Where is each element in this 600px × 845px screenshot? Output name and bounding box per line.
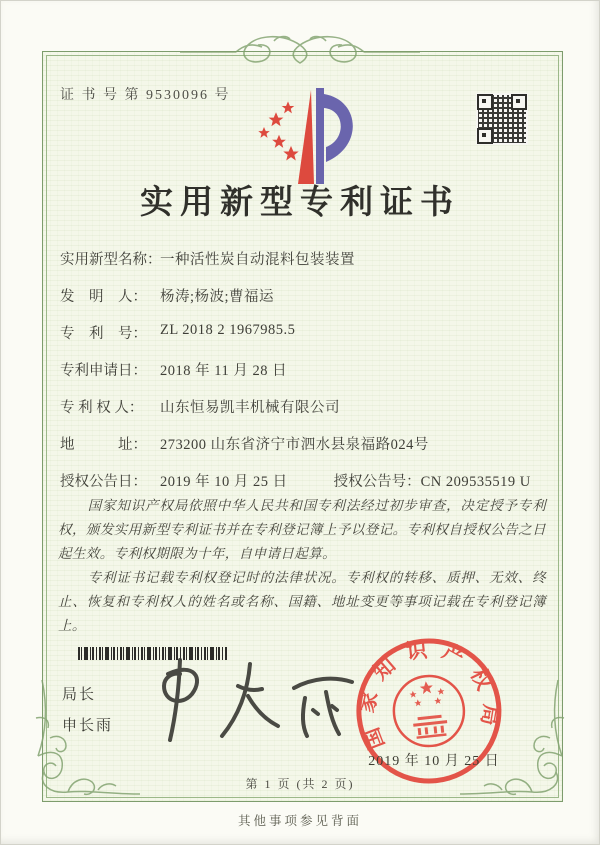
field-value: 273200 山东省济宁市泗水县泉福路024号 [160,437,429,453]
field-row-patent-no [60,322,546,359]
director-title-label: 局长 [62,687,97,703]
field-row-address [60,433,546,470]
grant-no-value: CN 209535519 U [420,474,531,490]
field-value: 一种活性炭自动混料包装装置 [160,252,355,268]
page-number: 第 1 页 (共 2 页) [245,777,355,791]
field-value: 2018 年 11 月 28 日 [160,363,288,379]
field-value: ZL 2018 2 1967985.5 [160,322,296,338]
body-paragraph-2: 专利证书记载专利权登记时的法律状况。专利权的转移、质押、无效、终止、恢复和专利权人的姓名或名称、国籍、地址变更等事项记载在专利登记簿上。 [58,570,546,634]
field-row-name [60,248,546,285]
official-seal [345,628,512,795]
grant-date-label: 授权公告日： [60,474,147,490]
qr-code-icon [477,94,527,144]
certificate-body-text [58,494,546,638]
director-signature [142,652,367,752]
body-paragraph-1: 国家知识产权局依照中华人民共和国专利法经过初步审查，决定授予专利权，颁发实用新型专利证书并在专利登记簿上予以登记。专利权自授权公告之日起生效。专利权期限为十年，自申请日起算。 [58,498,546,562]
field-list [60,248,546,507]
field-label: 专利申请日： [60,363,147,379]
national-emblem-icon [408,679,449,739]
back-side-note: 其他事项参见背面 [237,814,362,828]
certificate-number: 证 书 号 第 9530096 号 [60,88,231,103]
certificate-title: 实用新型专利证书 [140,185,460,221]
grant-no-label: 授权公告号： [333,474,421,490]
field-row-filing-date [60,359,546,396]
field-label: 发 明 人： [60,289,147,305]
field-row-inventors [60,285,546,322]
field-value: 山东恒易凯丰机械有限公司 [160,400,340,416]
grant-date-under-seal: 2019 年 10 月 25 日 [368,754,500,769]
field-value: 杨涛;杨波;曹福运 [160,289,275,305]
field-row-patentee [60,396,546,433]
field-label: 地 址： [60,437,147,453]
field-label: 专 利 权 人： [60,400,144,416]
seal-ring-text: 国家知识产权局 [354,636,504,753]
director-name-label: 申长雨 [62,718,114,734]
grant-date-value: 2019 年 10 月 25 日 [160,474,288,490]
field-label: 专 利 号： [60,326,147,342]
field-label: 实用新型名称： [60,252,162,268]
